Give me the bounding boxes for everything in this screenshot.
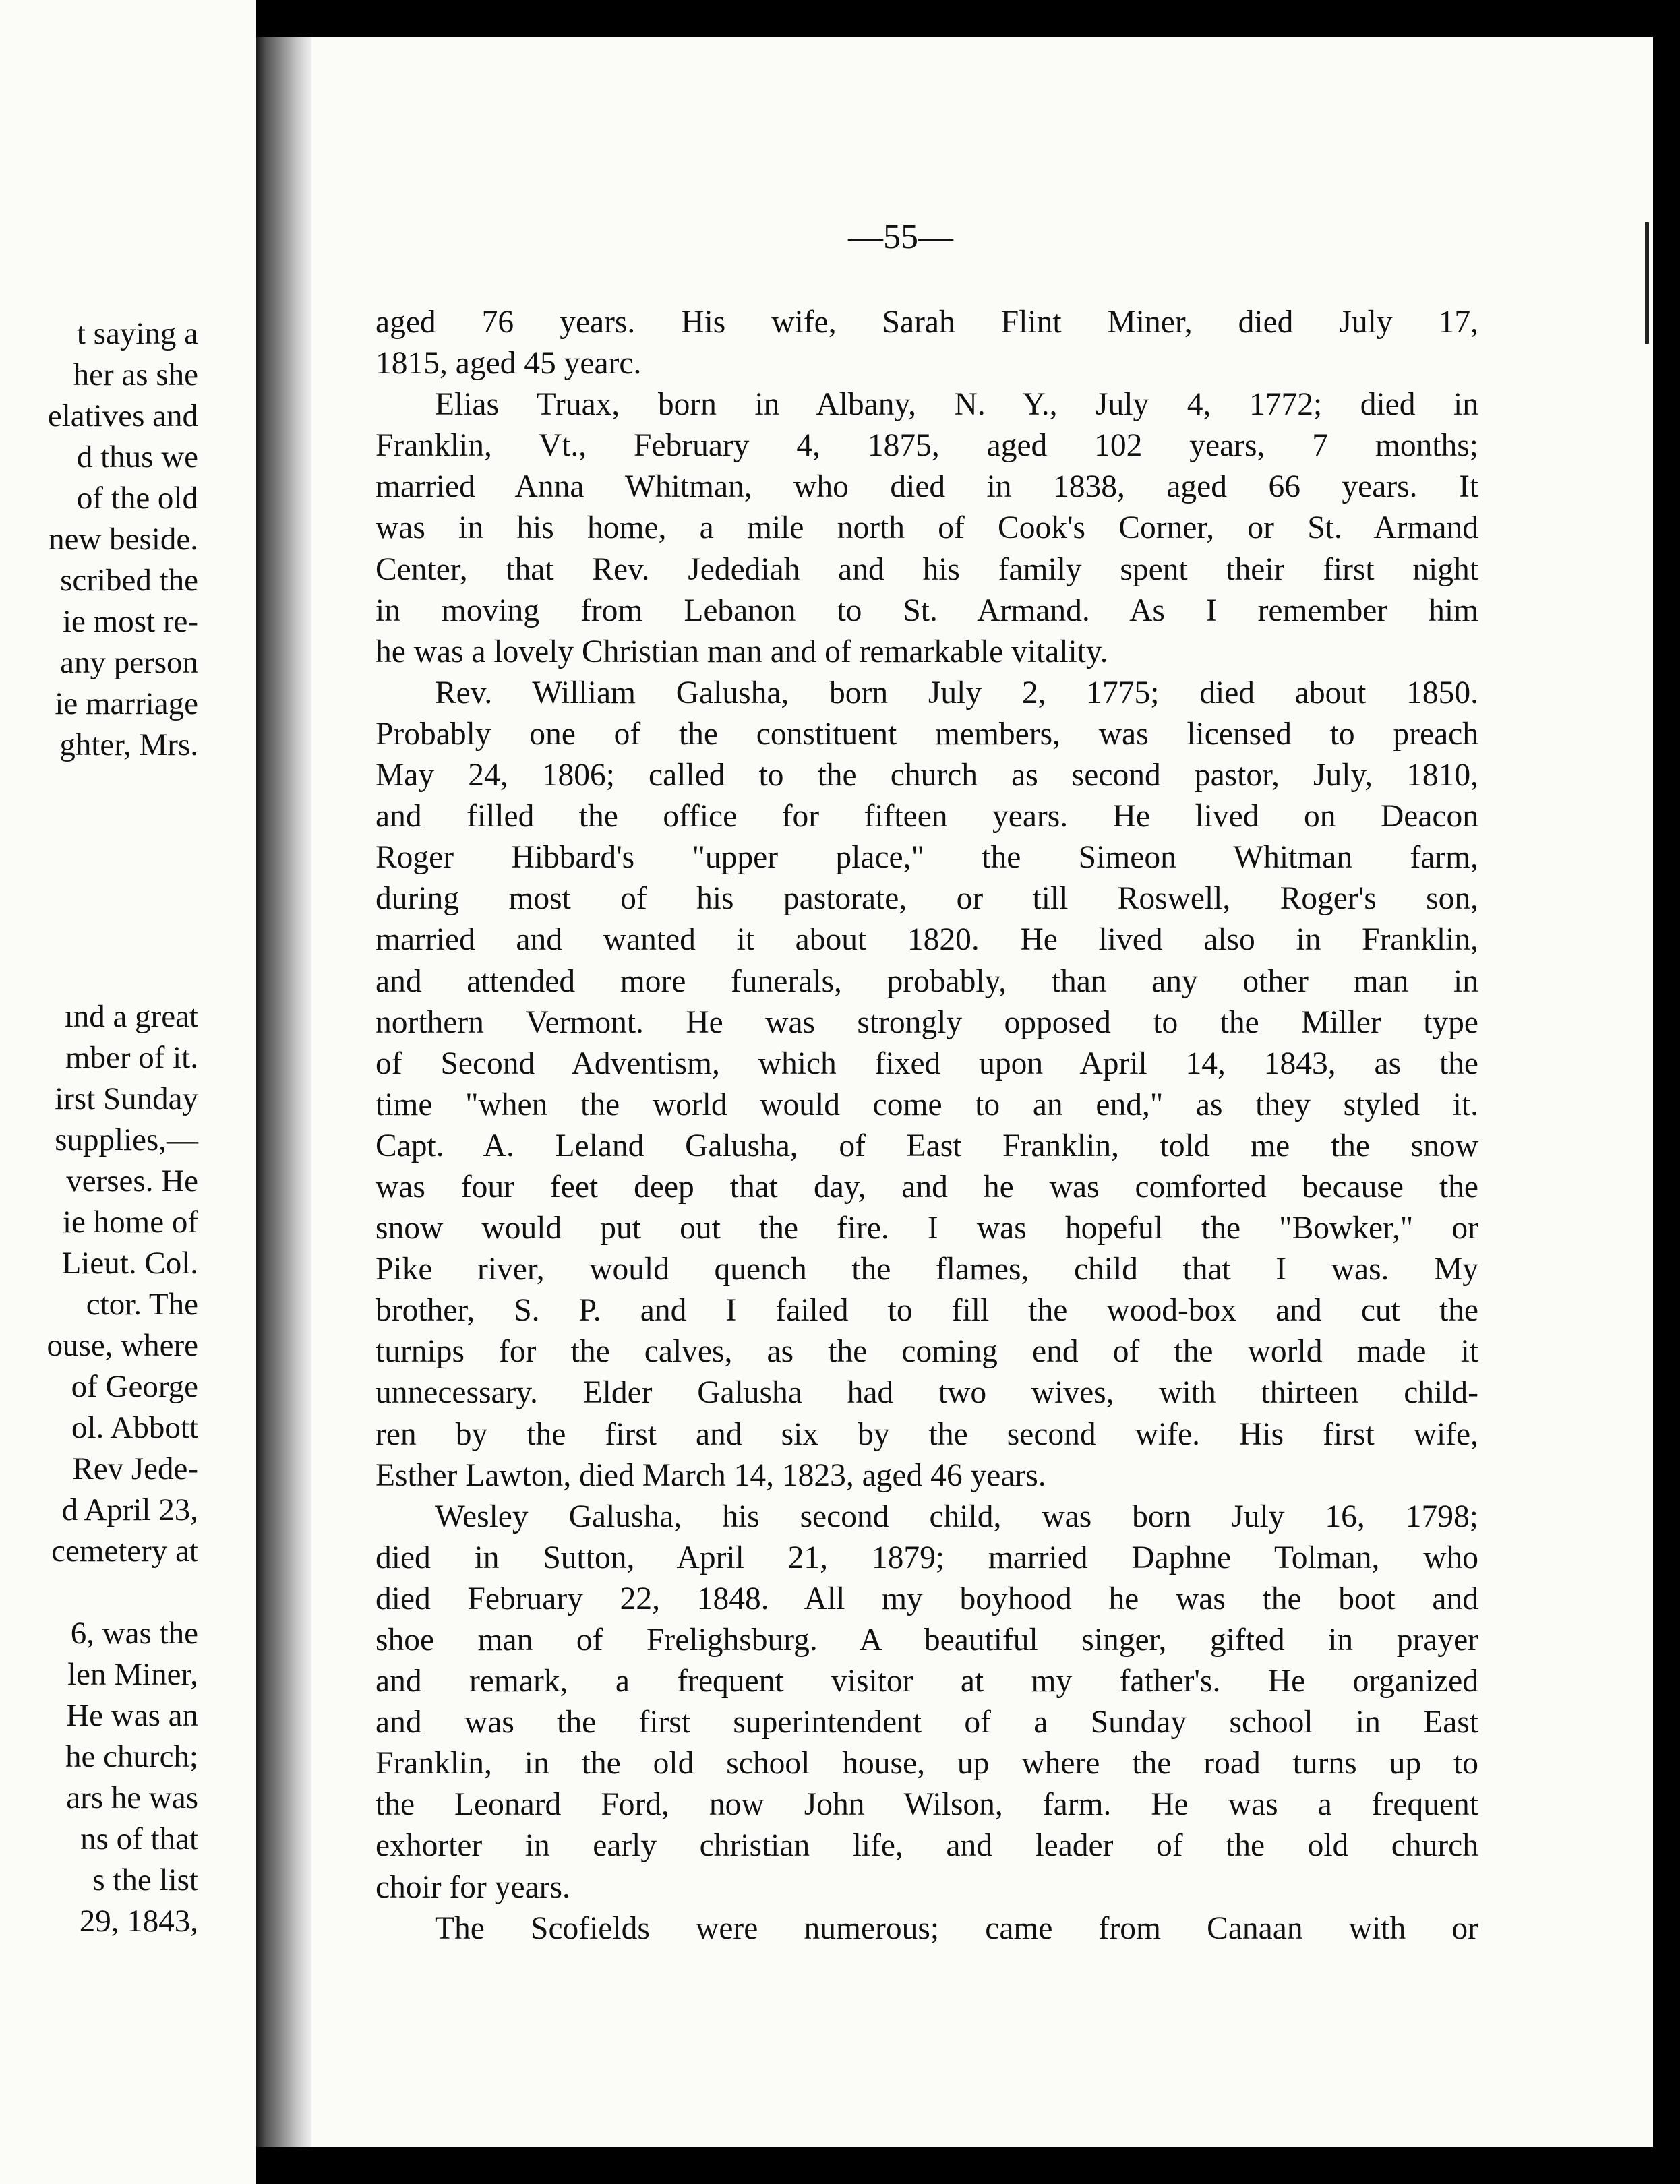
text-line: Center, that Rev. Jedediah and his family spent their first night — [376, 551, 1478, 587]
facing-page-line: Lieut. Col. — [61, 1246, 198, 1281]
text-line: northern Vermont. He was strongly opposed to the Miller type — [376, 1004, 1478, 1040]
text-line: and attended more funerals, probably, than any other man in — [376, 963, 1478, 999]
facing-page-line: ie marriage — [55, 686, 198, 721]
text-line: May 24, 1806; called to the church as second pastor, July, 1810, — [376, 758, 1478, 793]
facing-page-line: verses. He — [66, 1163, 198, 1199]
facing-page-line: cemetery at — [51, 1534, 198, 1569]
text-line: 1815, aged 45 yearc. — [376, 346, 642, 382]
text-line: snow would put out the fire. I was hopeful the "Bowker," or — [376, 1211, 1478, 1246]
page-number: —55— — [848, 218, 953, 256]
text-line: Wesley Galusha, his second child, was born July 16, 1798; — [435, 1498, 1478, 1534]
book-gutter-shadow — [256, 37, 311, 2147]
facing-page-line: ie home of — [63, 1205, 198, 1240]
text-line: died in Sutton, April 21, 1879; married Daphne Tolman, who — [376, 1540, 1478, 1575]
text-line: in moving from Lebanon to St. Armand. As I remember him — [376, 593, 1478, 628]
facing-page-line: 29, 1843, — [79, 1904, 198, 1939]
facing-page-line: Rev Jede- — [72, 1451, 198, 1486]
facing-page-text-lower — [47, 996, 198, 1942]
facing-page-line: new beside. — [49, 522, 198, 557]
facing-page-line: any person — [60, 645, 198, 680]
page-body-text — [376, 302, 1478, 1949]
facing-page-line: ns of that — [80, 1821, 198, 1856]
facing-page-line: d April 23, — [61, 1492, 198, 1527]
facing-page-line: s the list — [92, 1862, 198, 1898]
text-line: unnecessary. Elder Galusha had two wives, with thirteen child- — [376, 1375, 1478, 1411]
text-line: turnips for the calves, as the coming end of the world made it — [376, 1334, 1478, 1370]
text-line: Capt. A. Leland Galusha, of East Franklin, told me the snow — [376, 1128, 1478, 1163]
facing-page-line: t saying a — [76, 316, 198, 351]
facing-page-line: ghter, Mrs. — [59, 727, 198, 762]
text-line: died February 22, 1848. All my boyhood he was the boot and — [376, 1581, 1478, 1616]
text-line: exhorter in early christian life, and leader of the old church — [376, 1828, 1478, 1864]
text-line: of Second Adventism, which fixed upon April 14, 1843, as the — [376, 1045, 1478, 1081]
text-line: time "when the world would come to an end," as they styled it. — [376, 1087, 1478, 1122]
facing-page-line: d thus we — [76, 439, 198, 475]
text-line: Franklin, Vt., February 4, 1875, aged 102 years, 7 months; — [376, 428, 1478, 464]
text-line: choir for years. — [376, 1869, 570, 1905]
facing-page-line: ol. Abbott — [71, 1410, 198, 1445]
facing-page-line — [47, 1572, 198, 1613]
facing-page-line: ars he was — [66, 1780, 198, 1815]
text-line: and filled the office for fifteen years. He lived on Deacon — [376, 799, 1478, 835]
text-line: he was a lovely Christian man and of remarkable vitality. — [376, 634, 1108, 669]
text-line: was in his home, a mile north of Cook's Corner, or St. Armand — [376, 510, 1478, 546]
facing-page-line: ctor. The — [86, 1287, 198, 1322]
text-line: shoe man of Frelighsburg. A beautiful singer, gifted in prayer — [376, 1622, 1478, 1658]
text-line: The Scofields were numerous; came from Canaan with or — [435, 1910, 1478, 1946]
page-edge-mark — [1645, 222, 1649, 344]
facing-page-line: elatives and — [47, 398, 198, 433]
text-line: and was the first superintendent of a Sunday school in East — [376, 1705, 1478, 1740]
text-line: and remark, a frequent visitor at my father's. He organized — [376, 1664, 1478, 1699]
text-line: Rev. William Galusha, born July 2, 1775; died about 1850. — [435, 675, 1478, 710]
facing-page-line: of the old — [76, 481, 198, 516]
text-line: married Anna Whitman, who died in 1838, aged 66 years. It — [376, 469, 1478, 505]
facing-page-line: ouse, where — [47, 1328, 198, 1363]
text-line: Roger Hibbard's "upper place," the Simeon Whitman farm, — [376, 840, 1478, 876]
text-line: Elias Truax, born in Albany, N. Y., July 4, 1772; died in — [435, 387, 1478, 423]
facing-page-text-upper — [48, 313, 198, 766]
text-line: Esther Lawton, died March 14, 1823, aged 46 years. — [376, 1457, 1046, 1493]
facing-page-line: 6, was the — [70, 1616, 198, 1651]
facing-page-line: ınd a great — [64, 999, 198, 1034]
facing-page-line: he church; — [65, 1739, 198, 1774]
facing-page-line: He was an — [66, 1698, 198, 1733]
text-line: Probably one of the constituent members, was licensed to preach — [376, 716, 1478, 752]
facing-page-line: scribed the — [60, 563, 198, 598]
text-line: during most of his pastorate, or till Roswell, Roger's son, — [376, 881, 1478, 917]
facing-page-line: irst Sunday — [55, 1081, 198, 1116]
facing-page-line: of George — [71, 1369, 198, 1404]
text-line: Pike river, would quench the flames, child that I was. My — [376, 1252, 1478, 1287]
facing-page-line: ie most re- — [63, 604, 198, 639]
text-line: Franklin, in the old school house, up where the road turns up to — [376, 1746, 1478, 1782]
facing-page-line: her as she — [73, 357, 198, 392]
text-line: aged 76 years. His wife, Sarah Flint Miner, died July 17, — [376, 305, 1478, 340]
text-line: brother, S. P. and I failed to fill the wood-box and cut the — [376, 1293, 1478, 1329]
facing-page-line: supplies,— — [55, 1122, 198, 1157]
text-line: ren by the first and six by the second wife. His first wife, — [376, 1416, 1478, 1452]
facing-page-fragment — [0, 0, 256, 2184]
text-line: was four feet deep that day, and he was comforted because the — [376, 1169, 1478, 1205]
text-line: the Leonard Ford, now John Wilson, farm. He was a frequent — [376, 1787, 1478, 1823]
facing-page-line: mber of it. — [65, 1040, 198, 1075]
facing-page-line: len Miner, — [67, 1657, 198, 1692]
text-line: married and wanted it about 1820. He lived also in Franklin, — [376, 922, 1478, 958]
